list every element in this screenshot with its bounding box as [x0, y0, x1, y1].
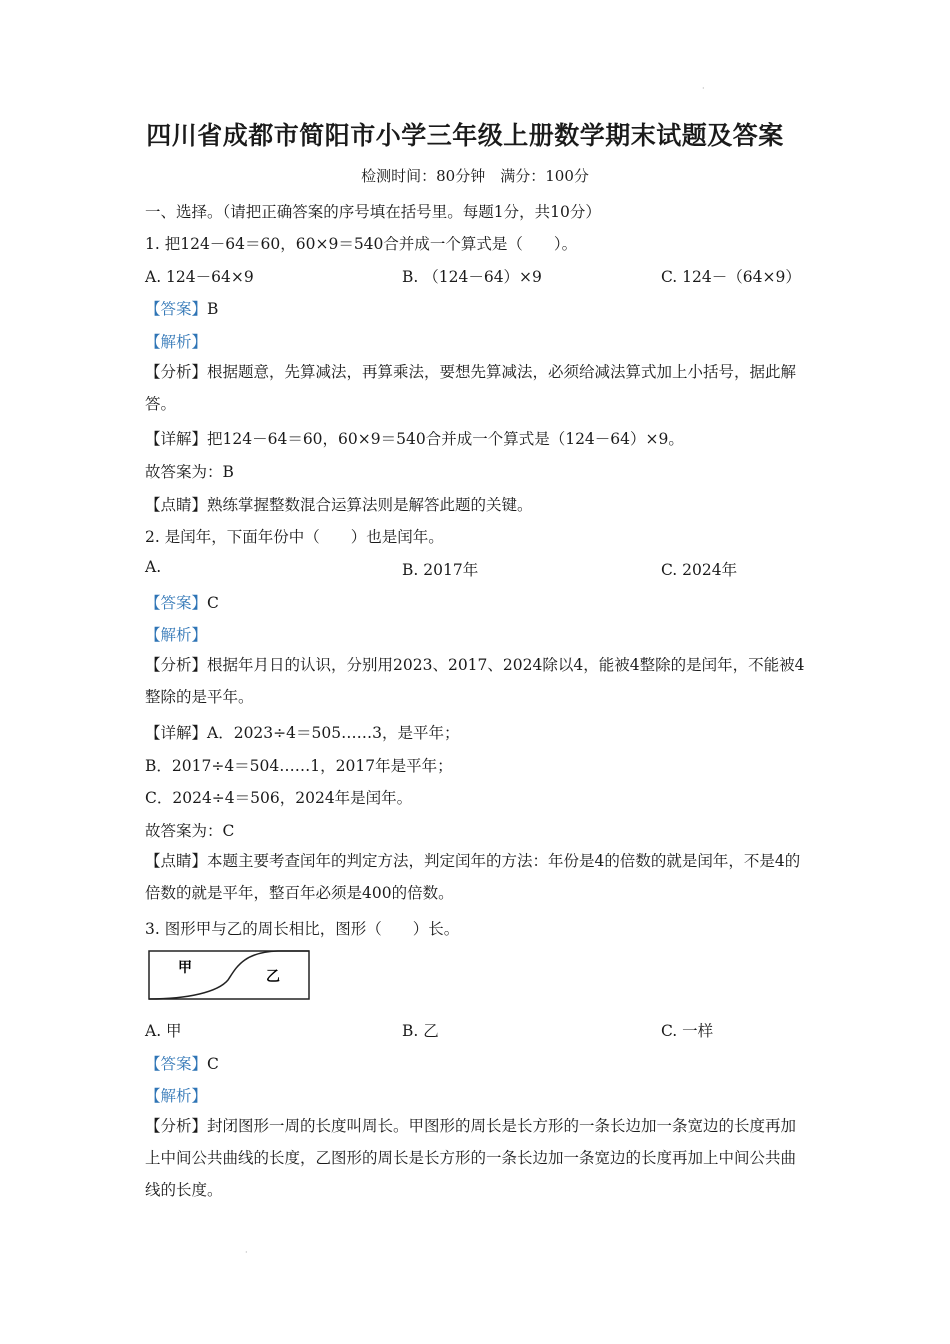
decorative-dot: · — [702, 84, 705, 93]
q2-option-c: C. 2024年 — [661, 561, 738, 579]
analysis-tag: 【分析】 — [145, 1117, 208, 1135]
answer-tag: 【答案】 — [145, 1055, 208, 1073]
q2-detail-2: B．2017÷4＝504……1，2017年是平年； — [145, 757, 453, 775]
rectangle-diagram — [148, 950, 310, 1000]
q2-conclusion: 故答案为：C — [145, 822, 235, 840]
q2-answer-value: C — [207, 594, 219, 612]
page-title: 四川省成都市简阳市小学三年级上册数学期末试题及答案 — [146, 121, 784, 150]
q3-jiexi-tag: 【解析】 — [145, 1087, 208, 1105]
analysis-tag: 【分析】 — [145, 363, 208, 381]
exam-info: 检测时间：80分钟 满分：100分 — [361, 167, 589, 185]
q3-analysis-text: 封闭图形一周的长度叫周长。甲图形的周长是长方形的一条长边加一条宽边的长度再加上中间公共曲线的长度，乙图形的周长是长方形的一条长边加一条宽边的长度再加上中间公共曲线的长度。 — [145, 1117, 797, 1199]
q3-option-b: B. 乙 — [402, 1022, 439, 1040]
question-1-stem: 1. 把124－64＝60，60×9＝540合并成一个算式是（ ）。 — [145, 235, 578, 253]
outer-rectangle — [149, 951, 309, 999]
tip-tag: 【点睛】 — [145, 852, 208, 870]
q2-answer — [145, 591, 219, 613]
q1-option-a: A. 124－64×9 — [145, 268, 254, 286]
q1-answer — [145, 297, 218, 319]
perimeter-figure — [148, 950, 310, 1000]
q2-option-b: B. 2017年 — [402, 561, 479, 579]
q1-analysis — [145, 356, 805, 420]
detail-tag: 【详解】 — [145, 430, 208, 448]
analysis-tag: 【分析】 — [145, 656, 208, 674]
detail-tag: 【详解】 — [145, 724, 208, 742]
answer-tag: 【答案】 — [145, 594, 208, 612]
q1-option-b: B. （124－64）×9 — [402, 268, 542, 286]
q2-detail-1: A．2023÷4＝505……3，是平年； — [207, 724, 460, 742]
q1-option-c: C. 124－（64×9） — [661, 268, 801, 286]
q3-analysis — [145, 1110, 805, 1206]
q2-detail — [145, 721, 459, 743]
q2-option-a: A. — [145, 558, 162, 576]
answer-tag: 【答案】 — [145, 300, 208, 318]
q2-tip — [145, 845, 805, 909]
q3-option-a: A. 甲 — [145, 1022, 182, 1040]
region-yi-label: 乙 — [266, 969, 280, 985]
q1-detail — [145, 427, 684, 449]
q2-tip-text: 本题主要考查闰年的判定方法，判定闰年的方法：年份是4的倍数的就是闰年，不是4的倍数的就是平年，整百年必须是400的倍数。 — [145, 852, 801, 902]
tip-tag: 【点睛】 — [145, 496, 208, 514]
question-3-stem: 3. 图形甲与乙的周长相比，图形（ ）长。 — [145, 920, 460, 938]
question-2-stem: 2. 是闰年，下面年份中（ ）也是闰年。 — [145, 528, 444, 546]
q2-detail-3: C．2024÷4＝506，2024年是闰年。 — [145, 789, 413, 807]
q1-tip-text: 熟练掌握整数混合运算法则是解答此题的关键。 — [207, 496, 533, 514]
q2-jiexi-tag: 【解析】 — [145, 626, 208, 644]
q1-tip — [145, 493, 533, 515]
q2-analysis-text: 根据年月日的认识，分别用2023、2017、2024除以4，能被4整除的是闰年，不能被4整除的是平年。 — [145, 656, 805, 706]
q1-detail-text: 把124－64＝60，60×9＝540合并成一个算式是（124－64）×9。 — [207, 430, 684, 448]
region-jia-label: 甲 — [178, 960, 192, 976]
q3-option-c: C. 一样 — [661, 1022, 714, 1040]
q1-conclusion: 故答案为：B — [145, 463, 234, 481]
q1-jiexi-tag: 【解析】 — [145, 333, 208, 351]
section-heading: 一、选择。（请把正确答案的序号填在括号里。每题1分，共10分） — [145, 203, 601, 221]
shared-curve — [149, 951, 309, 999]
q2-analysis — [145, 649, 805, 713]
q1-answer-value: B — [207, 300, 219, 318]
decorative-dot: · — [245, 1248, 248, 1257]
q1-analysis-text: 根据题意，先算减法，再算乘法，要想先算减法，必须给减法算式加上小括号，据此解答。 — [145, 363, 797, 413]
q3-answer-value: C — [207, 1055, 219, 1073]
q3-answer — [145, 1052, 219, 1074]
